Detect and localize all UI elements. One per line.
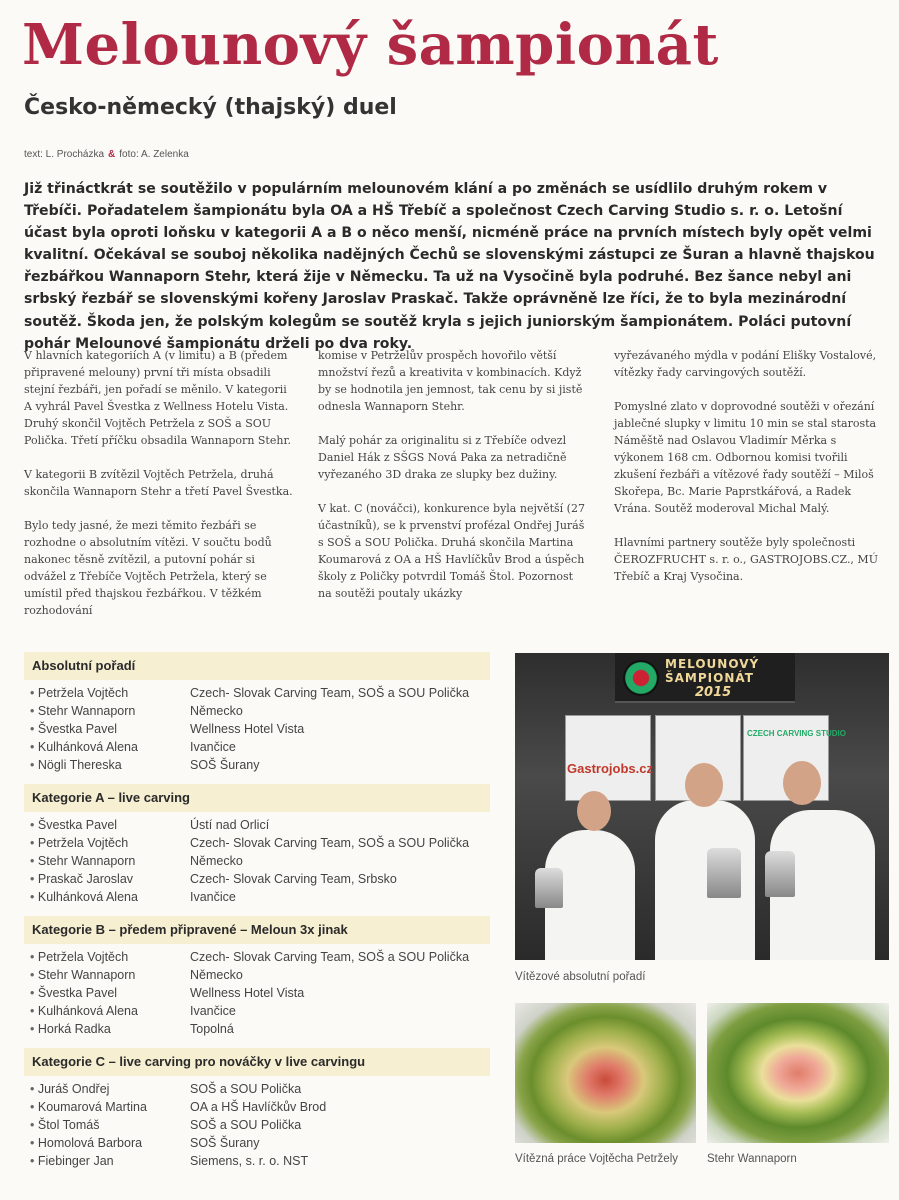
competitor-name: • Petržela Vojtěch: [30, 834, 190, 852]
right-melon-caption: Stehr Wannaporn: [707, 1153, 797, 1165]
carved-melon-photo-petrzela: [515, 1003, 696, 1143]
result-row: [30, 1020, 490, 1038]
body-paragraph: Malý pohár za originalitu si z Třebíče odvezl Daniel Hák z SŠGS Nová Paka za netradičně vyřezaného 3D draka ze slupky bez dužiny.: [318, 434, 567, 481]
sponsor-carving-studio: CZECH CARVING STUDIO: [747, 729, 846, 738]
competitor-org: SOŠ a SOU Polička: [190, 1118, 302, 1132]
body-paragraph: V kategorii B zvítězil Vojtěch Petržela, druhá skončila Wannaporn Stehr a třetí Pavel Švestka.: [24, 468, 293, 498]
banner-year: 2015: [695, 685, 732, 700]
result-row: [30, 1080, 490, 1098]
competitor-name: • Švestka Pavel: [30, 984, 190, 1002]
competitor-name: • Švestka Pavel: [30, 720, 190, 738]
result-row: [30, 816, 490, 834]
body-paragraph: Bylo tedy jasné, že mezi těmito řezbáři se rozhodne o absolutním vítězi. V součtu bodů nakonec těsně zvítězil, a putovní pohár si odvážel z Třebíče Vojtěch Petržela, který se umístil před thajskou řezbářkou. V těžkém rozhodování: [24, 519, 272, 617]
category-title: Kategorie B – předem připravené – Meloun 3x jinak: [24, 916, 490, 944]
competitor-name: • Stehr Wannaporn: [30, 966, 190, 984]
body-paragraph: Pomyslné zlato v doprovodné soutěži v ořezání jablečné slupky v limitu 10 min se stal starosta Náměště nad Oslavou Vladimír Měrka s výkonem 168 cm. Odbornou komisi tvořili zkušení řezbáři a vítězové řady soutěží – Miloš Skořepa, Bc. Marie Paprstkářová, a Radek Vrána. Soutěž moderoval Michal Malý.: [614, 400, 877, 515]
article-subtitle: Česko-německý (thajský) duel: [24, 95, 397, 120]
competitor-name: • Praskač Jaroslav: [30, 870, 190, 888]
melon-logo-icon: [623, 660, 659, 696]
result-row: [30, 888, 490, 906]
category-title: Kategorie A – live carving: [24, 784, 490, 812]
competitor-org: Wellness Hotel Vista: [190, 722, 305, 736]
results-category: [24, 784, 490, 906]
result-row: [30, 720, 490, 738]
winners-caption: Vítězové absolutní pořadí: [515, 971, 646, 983]
result-row: [30, 1116, 490, 1134]
results-category: [24, 1048, 490, 1170]
body-paragraph: Hlavními partnery soutěže byly společnosti ČEROZFRUCHT s. r. o., GASTROJOBS.CZ., MÚ Třebíč a Kraj Vysočina.: [614, 536, 878, 583]
body-column-2: [318, 347, 588, 619]
results-box: [24, 652, 490, 1180]
category-title: Absolutní pořadí: [24, 652, 490, 680]
result-row: [30, 756, 490, 774]
result-row: [30, 1002, 490, 1020]
result-row: [30, 984, 490, 1002]
winner-head: [685, 763, 723, 807]
competitor-name: • Švestka Pavel: [30, 816, 190, 834]
competitor-org: Německo: [190, 968, 243, 982]
competitor-org: Czech- Slovak Carving Team, SOŠ a SOU Polička: [190, 950, 470, 964]
trophy-icon: [765, 851, 795, 897]
trophy-icon: [535, 868, 563, 908]
competitor-name: • Stehr Wannaporn: [30, 852, 190, 870]
result-row: [30, 1152, 490, 1170]
body-paragraph: komise v Petrželův prospěch hovořilo větší množství řezů a kreativita v kombinacích. Když by se hodnotila jen jemnost, tak cenu by si jistě odnesla Wannaporn Stehr.: [318, 349, 583, 413]
competitor-name: • Fiebinger Jan: [30, 1152, 190, 1170]
competitor-name: • Horká Radka: [30, 1020, 190, 1038]
competitor-org: Czech- Slovak Carving Team, SOŠ a SOU Polička: [190, 686, 470, 700]
competitor-org: Ivančice: [190, 890, 236, 904]
competitor-name: • Stehr Wannaporn: [30, 702, 190, 720]
result-row: [30, 966, 490, 984]
banner-line-1: MELOUNOVÝ: [665, 657, 760, 671]
results-category: [24, 652, 490, 774]
competitor-name: • Kulhánková Alena: [30, 1002, 190, 1020]
competitor-name: • Nögli Thereska: [30, 756, 190, 774]
competitor-org: Ústí nad Orlicí: [190, 818, 270, 832]
article-title: Melounový šampionát: [22, 12, 719, 78]
body-paragraph: V kat. C (nováčci), konkurence byla největší (27 účastníků), se k prvenství profézal Ondřej Juráš s SOŠ a SOU Polička. Druhá skončila Martina Koumarová z OA a HŠ Havlíčkův Brod a úspěch školy z Poličky potvrdil Tomáš Štol. Pozornost na soutěži poutaly ukázky: [318, 502, 585, 600]
result-row: [30, 948, 490, 966]
competitor-name: • Homolová Barbora: [30, 1134, 190, 1152]
winners-photo: [515, 653, 889, 960]
lead-paragraph: Již třináctkrát se soutěžilo v populárním melounovém klání a po změnách se usídlilo druhým rokem v Třebíči. Pořadatelem šampionátu byla OA a HŠ Třebíč a společnost Czech Carving Studio s. r. o. Letošní účast byla oproti loňsku v kategorii A a B o něco menší, nicméně práce na prvních místech byly opět velmi kvalitní. Očekával se souboj několika nadějných Čechů se slovenskými zástupci ze Šuran a hlavně thajskou řezbářkou Wannaporn Stehr, která žije v Německu. Ta už na Vysočině byla podruhé. Bez šance nebyl ani srbský řezbář se slovenskými kořeny Jaroslav Praskač. Takže oprávněně lze říci, že to byla mezinárodní soutěž. Škoda jen, že polským kolegům se soutěž kryla s jejich juniorským šampionátem. Poláci putovní pohár Melounové šampionátu drželi po dva roky.: [24, 181, 875, 352]
competitor-name: • Štol Tomáš: [30, 1116, 190, 1134]
competitor-org: Czech- Slovak Carving Team, SOŠ a SOU Polička: [190, 836, 470, 850]
competitor-org: Topolná: [190, 1022, 234, 1036]
competitor-name: • Petržela Vojtěch: [30, 684, 190, 702]
winner-head: [577, 791, 611, 831]
competitor-org: Německo: [190, 704, 243, 718]
competitor-org: Ivančice: [190, 1004, 236, 1018]
competitor-org: Německo: [190, 854, 243, 868]
result-row: [30, 1098, 490, 1116]
article-credits: [24, 149, 189, 160]
competitor-org: SOŠ Šurany: [190, 758, 260, 772]
competitor-name: • Juráš Ondřej: [30, 1080, 190, 1098]
body-paragraph: V hlavních kategoriích A (v limitu) a B (předem připravené melouny) první tři místa obsadili stejní řezbáři, jen pořadí se měnilo. V kategorii A vyhrál Pavel Švestka z Wellness Hotelu Vista. Druhý skončil Vojtěch Petržela z SOŠ a SOU Polička. Třetí příčku obsadila Wannaporn Stehr.: [24, 349, 291, 447]
result-row: [30, 738, 490, 756]
trophy-icon: [707, 848, 741, 898]
competitor-org: Siemens, s. r. o. NST: [190, 1154, 309, 1168]
competitor-name: • Koumarová Martina: [30, 1098, 190, 1116]
competitor-name: • Petržela Vojtěch: [30, 948, 190, 966]
body-column-1: [24, 347, 294, 636]
result-row: [30, 702, 490, 720]
competitor-org: SOŠ a SOU Polička: [190, 1082, 302, 1096]
credits-ampersand: &: [108, 149, 116, 160]
credits-photo: foto: A. Zelenka: [119, 149, 189, 160]
sponsor-gastrojobs: Gastrojobs.cz: [567, 761, 653, 776]
body-column-3: [614, 347, 884, 602]
competitor-org: Ivančice: [190, 740, 236, 754]
result-row: [30, 1134, 490, 1152]
body-paragraph: vyřezávaného mýdla v podání Elišky Vostalové, vítězky řady carvingových soutěží.: [614, 349, 877, 379]
competitor-name: • Kulhánková Alena: [30, 888, 190, 906]
left-melon-caption: Vítězná práce Vojtěcha Petržely: [515, 1153, 679, 1165]
banner-line-2: ŠAMPIONÁT: [665, 671, 754, 685]
competitor-org: OA a HŠ Havlíčkův Brod: [190, 1100, 327, 1114]
results-category: [24, 916, 490, 1038]
credits-text: text: L. Procházka: [24, 149, 105, 160]
winner-head: [783, 761, 821, 805]
carved-melon-photo-stehr: [707, 1003, 889, 1143]
competitor-name: • Kulhánková Alena: [30, 738, 190, 756]
competitor-org: Wellness Hotel Vista: [190, 986, 305, 1000]
result-row: [30, 834, 490, 852]
competitor-org: Czech- Slovak Carving Team, Srbsko: [190, 872, 397, 886]
result-row: [30, 684, 490, 702]
sponsor-board: [565, 715, 651, 801]
championship-banner: [615, 653, 795, 703]
result-row: [30, 870, 490, 888]
category-title: Kategorie C – live carving pro nováčky v live carvingu: [24, 1048, 490, 1076]
competitor-org: SOŠ Šurany: [190, 1136, 260, 1150]
result-row: [30, 852, 490, 870]
